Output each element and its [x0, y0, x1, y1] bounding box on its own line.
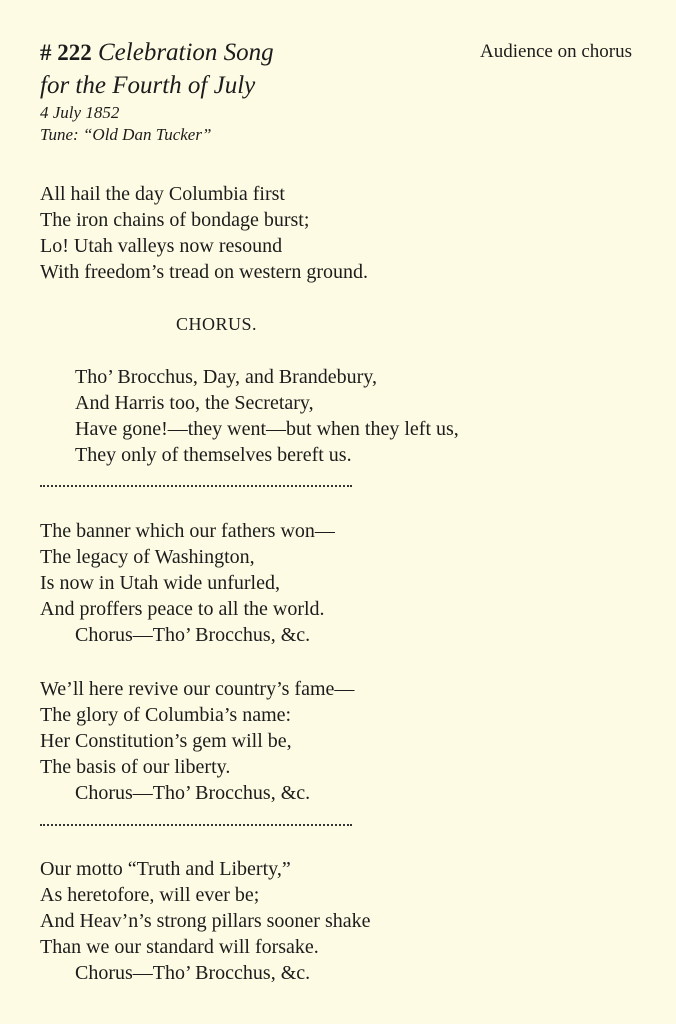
dotted-separator	[40, 485, 352, 487]
song-title-line1: Celebration Song	[98, 39, 274, 66]
chorus-reference: Chorus—Tho’ Brocchus, &c.	[75, 782, 311, 804]
stanza2-line2: The legacy of Washington,	[40, 546, 255, 568]
stanza4-line2: As heretofore, will ever be;	[40, 884, 260, 906]
audience-note: Audience on chorus	[480, 41, 632, 62]
stanza3-line4: The basis of our liberty.	[40, 756, 231, 778]
stanza2-line3: Is now in Utah wide unfurled,	[40, 572, 280, 594]
song-number: # 222	[40, 40, 92, 65]
stanza3-line3: Her Constitution’s gem will be,	[40, 730, 292, 752]
stanza4-line3: And Heav’n’s strong pillars sooner shake	[40, 910, 371, 932]
dotted-separator	[40, 824, 352, 826]
chorus-reference: Chorus—Tho’ Brocchus, &c.	[75, 624, 311, 646]
stanza2-line4: And proffers peace to all the world.	[40, 598, 325, 620]
song-title-line2: for the Fourth of July	[40, 72, 256, 99]
stanza2-line1: The banner which our fathers won—	[40, 520, 335, 542]
stanza4-line1: Our motto “Truth and Liberty,”	[40, 858, 291, 880]
song-header	[40, 36, 274, 146]
chorus-line1: Tho’ Brocchus, Day, and Brandebury,	[75, 366, 377, 388]
stanza1-line4: With freedom’s tread on western ground.	[40, 261, 368, 283]
stanza1-line2: The iron chains of bondage burst;	[40, 209, 310, 231]
stanza3-line1: We’ll here revive our country’s fame—	[40, 678, 355, 700]
stanza1-line3: Lo! Utah valleys now resound	[40, 235, 283, 257]
song-tune: Tune: “Old Dan Tucker”	[40, 125, 212, 144]
stanza1-line1: All hail the day Columbia first	[40, 183, 285, 205]
chorus-reference: Chorus—Tho’ Brocchus, &c.	[75, 962, 311, 984]
stanza4-line4: Than we our standard will forsake.	[40, 936, 319, 958]
stanza3-line2: The glory of Columbia’s name:	[40, 704, 292, 726]
chorus-heading: CHORUS.	[176, 314, 258, 334]
chorus-line3: Have gone!—they went—but when they left us,	[75, 418, 459, 440]
song-date: 4 July 1852	[40, 103, 120, 122]
chorus-line4: They only of themselves bereft us.	[75, 444, 352, 466]
chorus-line2: And Harris too, the Secretary,	[75, 392, 314, 414]
